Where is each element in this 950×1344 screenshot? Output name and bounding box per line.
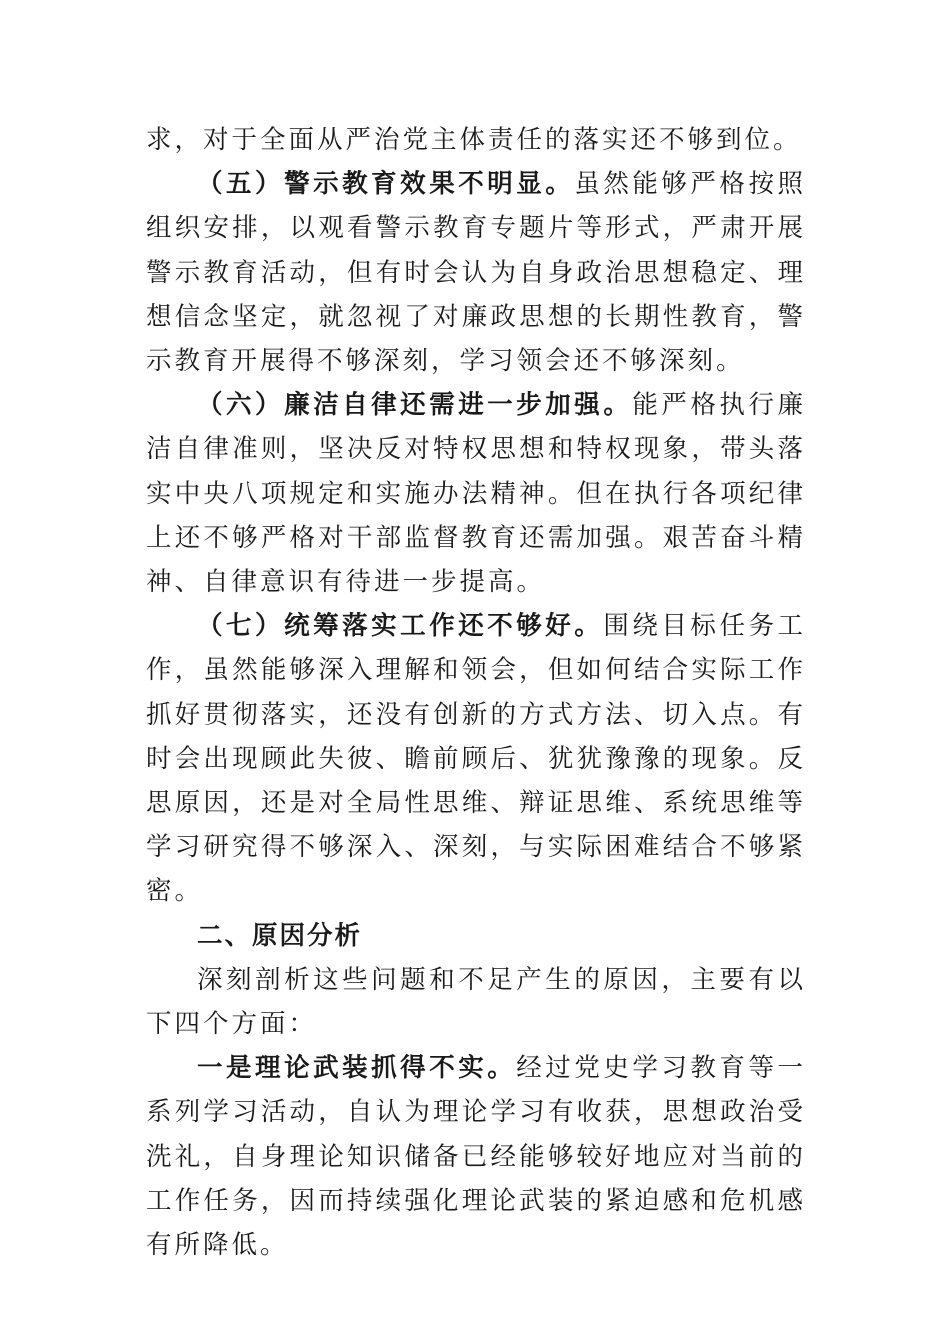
paragraph-cause-theory — [146, 1046, 806, 1267]
paragraph-text: 深刻剖析这些问题和不足产生的原因，主要有以下四个方面： — [146, 964, 806, 1040]
section-heading: 二、原因分析 — [197, 920, 363, 951]
paragraph-text: 能严格执行廉洁自律准则，坚决反对特权思想和特权现象，带头落实中央八项规定和实施办法精神。但在执行各项纪律上还不够严格对干部监督教育还需加强。艰苦奋斗精神、自律意识有待进一步提高。 — [146, 390, 806, 598]
paragraph-lead: （五）警示教育效果不明显。 — [197, 169, 575, 200]
paragraph-continuation — [146, 118, 806, 162]
paragraph-lead: 一是理论武装抓得不实。 — [197, 1053, 517, 1084]
paragraph-text: 围绕目标任务工作，虽然能够深入理解和领会，但如何结合实际工作抓好贯彻落实，还没有创新的方式方法、切入点。有时会出现顾此失彼、瞻前顾后、犹犹豫豫的现象。反思原因，还是对全局性思维、辩证思维、系统思维等学习研究得不够深入、深刻，与实际困难结合不够紧密。 — [146, 611, 806, 907]
paragraph-lead: （七）统筹落实工作还不够好。 — [197, 611, 604, 642]
paragraph-self-discipline — [146, 383, 806, 604]
paragraph-text: 经过党史学习教育等一系列学习活动，自认为理论学习有收获，思想政治受洗礼，自身理论知识储备已经能够较好地应对当前的工作任务，因而持续强化理论武装的紧迫感和危机感有所降低。 — [146, 1053, 806, 1261]
paragraph-lead: （六）廉洁自律还需进一步加强。 — [197, 390, 633, 421]
paragraph-coordination — [146, 604, 806, 913]
paragraph-cause-intro — [146, 958, 806, 1046]
paragraph-warning-education — [146, 162, 806, 383]
document-body — [146, 118, 806, 1267]
paragraph-text: 求，对于全面从严治党主体责任的落实还不够到位。 — [146, 125, 802, 155]
paragraph-text: 虽然能够严格按照组织安排，以观看警示教育专题片等形式，严肃开展警示教育活动，但有时会认为自身政治思想稳定、理想信念坚定，就忽视了对廉政思想的长期性教育，警示教育开展得不够深刻，学习领会还不够深刻。 — [146, 169, 806, 377]
